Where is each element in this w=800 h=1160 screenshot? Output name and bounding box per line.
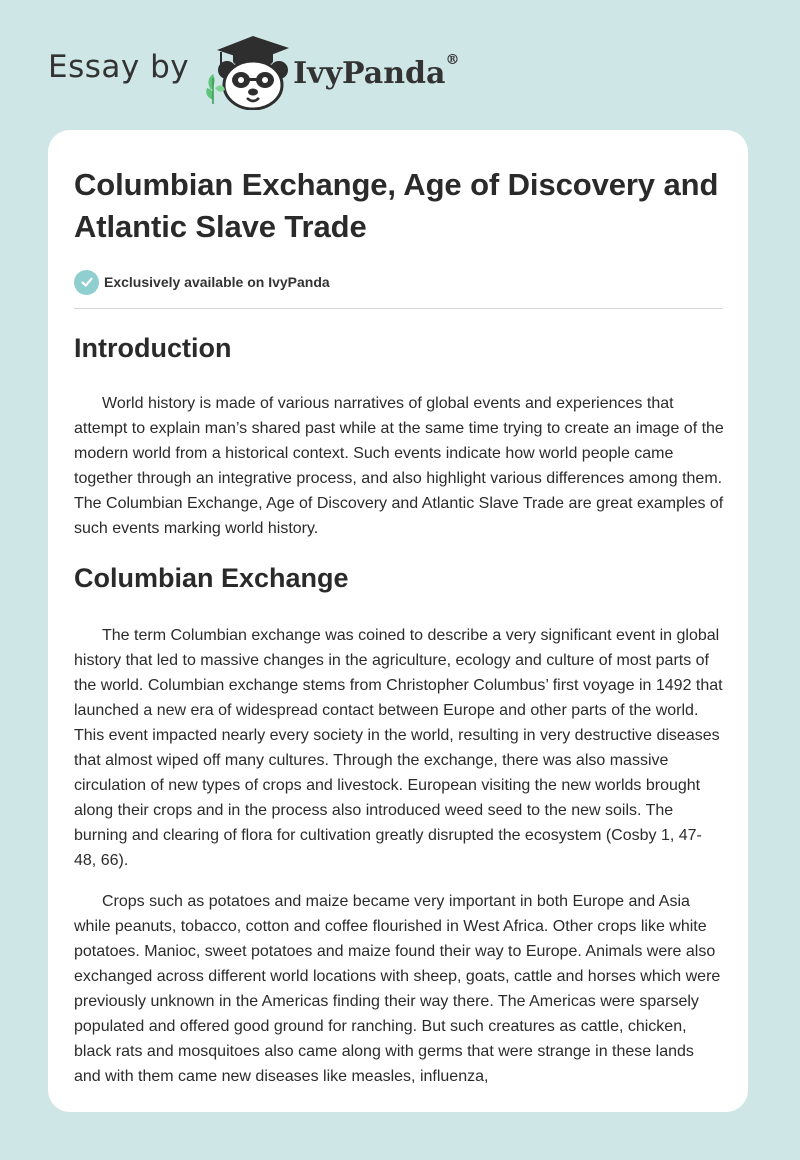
title-divider xyxy=(74,308,723,309)
paragraph: The term Columbian exchange was coined to describe a very significant event in global history that led to massive changes in the agriculture, ecology and culture of most parts of the world. Columbian exchange stems from Christopher Columbus’ first voyage in 1492 that launched a new era of widespread contact between Europe and other parts of the world. This event impacted nearly every society in the world, resulting in very destructive diseases that almost wiped off many cultures. Through the exchange, there was also massive circulation of new types of crops and livestock. European visiting the new worlds brought along their crops and in the process also introduced weed seed to the new soils. The burning and clearing of flora for cultivation greatly disrupted the ecosystem (Cosby 1, 47-48, 66). xyxy=(74,627,723,869)
paragraph: World history is made of various narratives of global events and experiences that attempt to explain man’s shared past while at the same time trying to create an image of the modern world from a historical context. Such events indicate how world people came together through an integrative process, and also highlight various differences among them. The Columbian Exchange, Age of Discovery and Atlantic Slave Trade are great examples of such events marking world history. xyxy=(74,395,724,537)
brand-name: IvyPanda® xyxy=(293,51,460,91)
essay-content xyxy=(74,164,724,1089)
section-heading-introduction: Introduction xyxy=(74,333,232,363)
paragraph: Crops such as potatoes and maize became very important in both Europe and Asia while peanuts, tobacco, cotton and coffee flourished in West Africa. Other crops like white potatoes. Manioc, sweet potatoes and maize found their way to Europe. Animals were also exchanged across different world locations with sheep, goats, cattle and horses which were previously unknown in the Americas finding their way there. The Americas were sparsely populated and offered good ground for ranching. But such creatures as cattle, chicken, black rats and mosquitoes also came along with germs that were strange in these lands and with them came new diseases like measles, influenza, xyxy=(74,893,721,1085)
essay-by-label: Essay by xyxy=(48,49,190,85)
check-circle-icon xyxy=(74,270,99,295)
page-title: Columbian Exchange, Age of Discovery and Atlantic Slave Trade xyxy=(74,167,719,244)
registered-mark: ® xyxy=(445,51,460,68)
site-logo[interactable] xyxy=(48,30,459,110)
section-heading-columbian-exchange: Columbian Exchange xyxy=(74,563,349,593)
essay-card xyxy=(48,130,748,1112)
exclusive-badge-label: Exclusively available on IvyPanda xyxy=(104,274,330,290)
panda-graduate-logo-icon xyxy=(203,30,291,110)
exclusive-badge xyxy=(74,268,724,296)
